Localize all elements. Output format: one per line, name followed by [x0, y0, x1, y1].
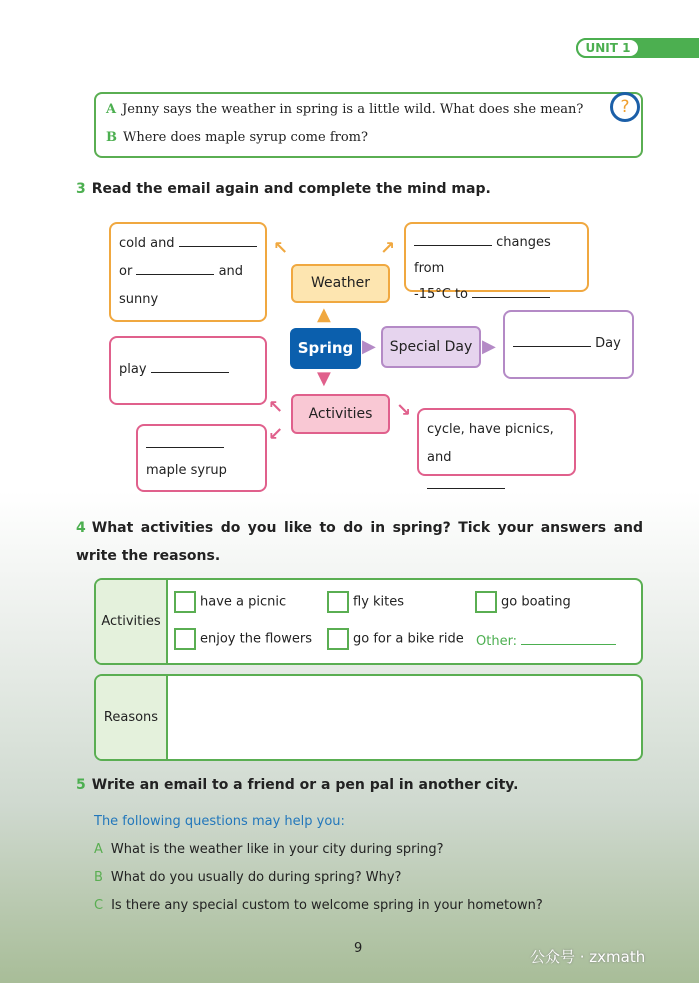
page-number: 9 [354, 941, 363, 956]
activities-label: Activities [96, 580, 168, 663]
option-picnic[interactable]: have a picnic [174, 591, 286, 613]
arrow-down-icon: ▼ [317, 368, 331, 389]
checkbox[interactable] [327, 591, 349, 613]
activities-box-cycle: cycle, have picnics, and [417, 408, 576, 476]
arrow-icon: ↖ [273, 238, 289, 259]
reasons-label: Reasons [96, 676, 168, 759]
exercise-5-title: 5 Write an email to a friend or a pen pal in another city. [76, 777, 519, 793]
option-other[interactable]: Other: [476, 631, 616, 649]
unit-tab: UNIT 1 [576, 38, 699, 58]
weather-node: Weather [291, 264, 390, 303]
option-bike[interactable]: go for a bike ride [327, 628, 464, 650]
exercise-3-title: 3 Read the email again and complete the mind map. [76, 181, 491, 197]
activities-node: Activities [291, 394, 390, 434]
arrow-up-icon: ▲ [317, 304, 331, 325]
weather-box-1: cold and or and sunny [109, 222, 267, 322]
option-boating[interactable]: go boating [475, 591, 571, 613]
arrow-icon: ↙ [268, 424, 284, 445]
activities-box-play: play [109, 336, 267, 405]
reasons-table [94, 674, 643, 761]
checkbox[interactable] [475, 591, 497, 613]
spring-node: Spring [290, 328, 361, 369]
special-day-box: Day [503, 310, 634, 379]
arrow-icon: ↘ [396, 400, 412, 421]
activities-box-maple: maple syrup [136, 424, 267, 492]
special-day-node: Special Day [381, 326, 481, 368]
prompt-a: A What is the weather like in your city during spring? [94, 842, 444, 857]
arrow-icon: ↗ [380, 238, 396, 259]
question-b: B Where does maple syrup come from? [106, 130, 368, 145]
option-kites[interactable]: fly kites [327, 591, 404, 613]
arrow-icon: ↖ [268, 397, 284, 418]
arrow-right-icon: ▶ [482, 336, 496, 357]
option-flowers[interactable]: enjoy the flowers [174, 628, 312, 650]
exercise-4-title: 4 What activities do you like to do in spring? Tick your answers and write the reasons. [76, 520, 643, 564]
checkbox[interactable] [174, 628, 196, 650]
activities-table [94, 578, 643, 665]
question-a: A Jenny says the weather in spring is a little wild. What does she mean? [106, 102, 584, 117]
checkbox[interactable] [327, 628, 349, 650]
questions-box [94, 92, 643, 158]
weather-box-2: changes from -15°C to [404, 222, 589, 292]
prompt-b: B What do you usually do during spring? Why? [94, 870, 402, 885]
prompt-c: C Is there any special custom to welcome spring in your hometown? [94, 898, 543, 913]
question-mark-icon: ? [610, 92, 640, 122]
watermark: 公众号 · zxmath [530, 948, 646, 966]
help-text: The following questions may help you: [94, 814, 345, 829]
checkbox[interactable] [174, 591, 196, 613]
arrow-right-icon: ▶ [362, 336, 376, 357]
